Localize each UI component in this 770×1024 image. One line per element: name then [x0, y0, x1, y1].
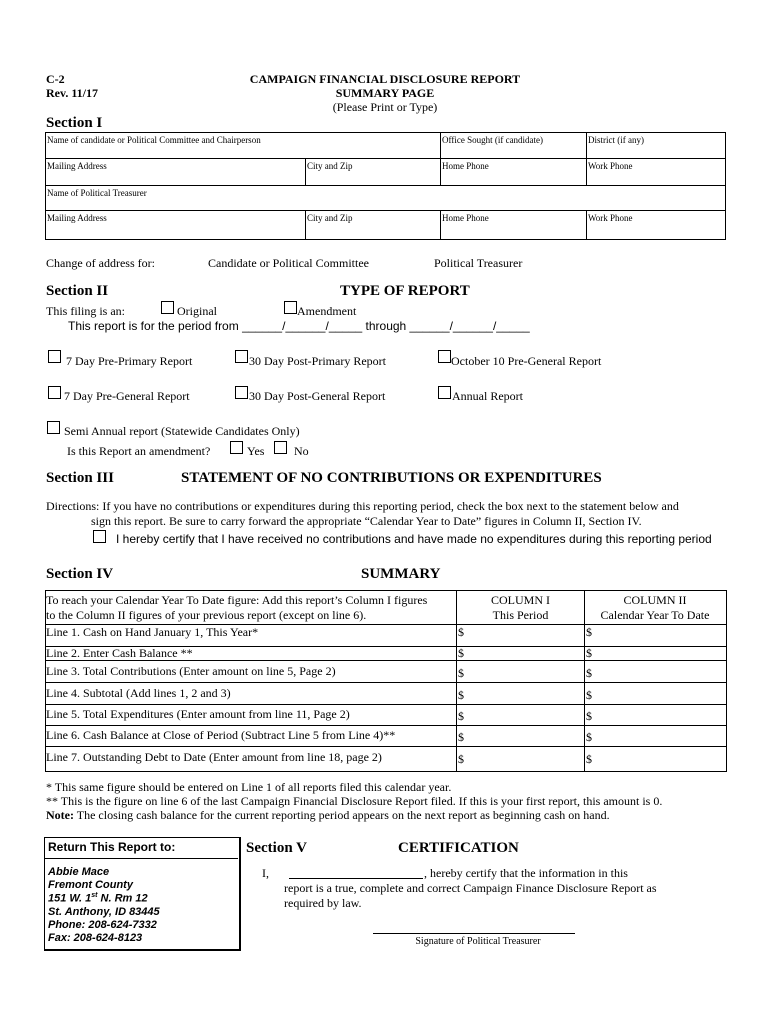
line2-col1-input[interactable]: $: [458, 646, 464, 660]
section3-title: STATEMENT OF NO CONTRIBUTIONS OR EXPENDITURES: [181, 470, 602, 486]
pre-general-7-checkbox[interactable]: [48, 386, 61, 399]
certify-name-line[interactable]: [289, 878, 423, 879]
line7-col1-input[interactable]: $: [458, 752, 464, 766]
section1-form-grid: [45, 132, 726, 240]
summary-line-4: Line 4. Subtotal (Add lines 1, 2 and 3): [46, 686, 231, 700]
summary-line-3: Line 3. Total Contributions (Enter amount on line 5, Page 2): [46, 664, 336, 678]
oct10-pre-general-label: October 10 Pre-General Report: [451, 354, 602, 368]
report-period[interactable]: This report is for the period from ______/______/_____ through ______/______/_____: [68, 319, 530, 333]
line4-col1-input[interactable]: $: [458, 688, 464, 702]
line2-col2-input[interactable]: $: [586, 646, 592, 660]
street-ordinal: st: [91, 892, 98, 899]
summary-intro-line2: to the Column II figures of your previous report (except on line 6).: [46, 608, 367, 622]
home-phone-label: Home Phone: [442, 161, 489, 171]
semi-annual-label: Semi Annual report (Statewide Candidates Only): [64, 424, 300, 438]
office-sought-label: Office Sought (if candidate): [442, 135, 544, 145]
footnote-3: [46, 808, 610, 823]
change-address-treasurer-option[interactable]: Political Treasurer: [434, 256, 523, 270]
note-text: The closing cash balance for the current reporting period appears on the next report as beginning cash on hand.: [73, 808, 610, 822]
home-phone-field[interactable]: [441, 159, 587, 186]
district-field[interactable]: [587, 133, 725, 159]
street-number: 151 W. 1: [48, 892, 92, 905]
footnote-2: ** This is the figure on line 6 of the last Campaign Financial Disclosure Report filed. If this is your first report, this amount is 0.: [46, 794, 663, 808]
return-street: [48, 892, 148, 905]
summary-line-1: Line 1. Cash on Hand January 1, This Year*: [46, 625, 259, 639]
line3-col2-input[interactable]: $: [586, 666, 592, 680]
directions-line1: Directions: If you have no contributions or expenditures during this reporting period, check the box next to the statement below and: [46, 499, 679, 513]
post-primary-30-label: 30 Day Post-Primary Report: [249, 354, 386, 368]
print-instruction: (Please Print or Type): [332, 100, 438, 114]
amendment-no-label: No: [294, 444, 309, 458]
line6-col2-input[interactable]: $: [586, 730, 592, 744]
line7-col2-input[interactable]: $: [586, 752, 592, 766]
pre-primary-7-label: 7 Day Pre-Primary Report: [66, 354, 193, 368]
section5-heading: Section V: [246, 840, 307, 856]
summary-line-5: Line 5. Total Expenditures (Enter amount from line 11, Page 2): [46, 707, 350, 721]
treasurer-name-label: Name of Political Treasurer: [47, 188, 147, 198]
treasurer-name-field[interactable]: [46, 186, 725, 211]
pre-primary-7-checkbox[interactable]: [48, 350, 61, 363]
street-rest: N. Rm 12: [97, 892, 148, 905]
annual-checkbox[interactable]: [438, 386, 451, 399]
section1-heading: Section I: [46, 115, 103, 131]
line6-col1-input[interactable]: $: [458, 730, 464, 744]
return-phone: Phone: 208-624-7332: [48, 919, 157, 931]
form-code: C-2: [46, 72, 65, 86]
amendment-yes-label: Yes: [247, 444, 265, 458]
post-general-30-label: 30 Day Post-General Report: [249, 389, 386, 403]
revision: Rev. 11/17: [46, 86, 99, 100]
summary-intro-line1: To reach your Calendar Year To Date figure: Add this report’s Column I figures: [46, 593, 428, 607]
treasurer-mailing-address-field[interactable]: [46, 211, 306, 239]
no-contributions-checkbox[interactable]: [93, 530, 106, 543]
page-subtitle: SUMMARY PAGE: [335, 86, 435, 100]
page-title: CAMPAIGN FINANCIAL DISCLOSURE REPORT: [249, 72, 521, 86]
line4-col2-input[interactable]: $: [586, 688, 592, 702]
treasurer-work-phone-label: Work Phone: [588, 213, 633, 223]
line3-col1-input[interactable]: $: [458, 666, 464, 680]
treasurer-mailing-address-label: Mailing Address: [47, 213, 107, 223]
column2-title: COLUMN II: [623, 593, 687, 607]
summary-line-6: Line 6. Cash Balance at Close of Period (Subtract Line 5 from Line 4)**: [46, 728, 396, 742]
section4-heading: Section IV: [46, 566, 114, 582]
post-primary-30-checkbox[interactable]: [235, 350, 248, 363]
work-phone-label: Work Phone: [588, 161, 633, 171]
original-label: Original: [177, 304, 217, 318]
annual-label: Annual Report: [452, 389, 523, 403]
section4-title: SUMMARY: [361, 566, 441, 582]
certify-line1: , hereby certify that the information in this: [424, 866, 628, 880]
amendment-checkbox[interactable]: [284, 301, 297, 314]
column1-title: COLUMN I: [491, 593, 550, 607]
return-box-title-rule: [45, 858, 238, 859]
change-address-label: Change of address for:: [46, 256, 155, 270]
column1-subtitle: This Period: [492, 608, 549, 622]
section5-title: CERTIFICATION: [398, 840, 519, 856]
certify-line2: report is a true, complete and correct Campaign Finance Disclosure Report as: [284, 881, 657, 895]
treasurer-city-zip-field[interactable]: [306, 211, 441, 239]
certify-i: I,: [262, 866, 269, 880]
city-zip-label: City and Zip: [307, 161, 353, 171]
original-checkbox[interactable]: [161, 301, 174, 314]
amendment-no-checkbox[interactable]: [274, 441, 287, 454]
section3-heading: Section III: [46, 470, 114, 486]
treasurer-home-phone-field[interactable]: [441, 211, 587, 239]
line5-col2-input[interactable]: $: [586, 709, 592, 723]
amendment-yes-checkbox[interactable]: [230, 441, 243, 454]
directions-line2: sign this report. Be sure to carry forward the appropriate “Calendar Year to Date” figures in Column II, Section IV.: [91, 514, 642, 528]
treasurer-city-zip-label: City and Zip: [307, 213, 353, 223]
column2-subtitle: Calendar Year To Date: [600, 608, 710, 622]
summary-line-7: Line 7. Outstanding Debt to Date (Enter amount from line 18, page 2): [46, 750, 382, 764]
line1-col2-input[interactable]: $: [586, 625, 592, 639]
amendment-question: Is this Report an amendment?: [67, 444, 211, 458]
signature-line[interactable]: [373, 933, 575, 934]
no-contributions-statement: I hereby certify that I have received no contributions and have made no expenditures during this reporting period: [116, 532, 712, 546]
treasurer-home-phone-label: Home Phone: [442, 213, 489, 223]
certify-line3: required by law.: [284, 896, 362, 910]
amendment-label: Amendment: [297, 304, 357, 318]
candidate-name-field[interactable]: [46, 133, 441, 159]
return-box-title: Return This Report to:: [48, 840, 176, 854]
section2-heading: Section II: [46, 283, 109, 299]
pre-general-7-label: 7 Day Pre-General Report: [64, 389, 190, 403]
footnote-1: * This same figure should be entered on Line 1 of all reports filed this calendar year.: [46, 780, 452, 794]
post-general-30-checkbox[interactable]: [235, 386, 248, 399]
summary-line-2: Line 2. Enter Cash Balance **: [46, 646, 193, 660]
section2-title: TYPE OF REPORT: [340, 283, 470, 299]
treasurer-work-phone-field[interactable]: [587, 211, 725, 239]
city-zip-field[interactable]: [306, 159, 441, 186]
candidate-name-label: Name of candidate or Political Committee and Chairperson: [47, 135, 261, 145]
district-label: District (if any): [588, 135, 644, 145]
semi-annual-checkbox[interactable]: [47, 421, 60, 434]
line5-col1-input[interactable]: $: [458, 709, 464, 723]
return-contact-name: Abbie Mace: [48, 866, 110, 878]
return-city: St. Anthony, ID 83445: [48, 906, 160, 918]
work-phone-field[interactable]: [587, 159, 725, 186]
office-sought-field[interactable]: [441, 133, 587, 159]
line1-col1-input[interactable]: $: [458, 625, 464, 639]
note-label: Note:: [46, 808, 74, 822]
signature-label: Signature of Political Treasurer: [415, 936, 541, 947]
mailing-address-label: Mailing Address: [47, 161, 107, 171]
oct10-pre-general-checkbox[interactable]: [438, 350, 451, 363]
return-fax: Fax: 208-624-8123: [48, 932, 143, 944]
filing-label: This filing is an:: [46, 304, 125, 318]
return-county: Fremont County: [48, 879, 133, 891]
change-address-candidate-option[interactable]: Candidate or Political Committee: [208, 256, 369, 270]
mailing-address-field[interactable]: [46, 159, 306, 186]
